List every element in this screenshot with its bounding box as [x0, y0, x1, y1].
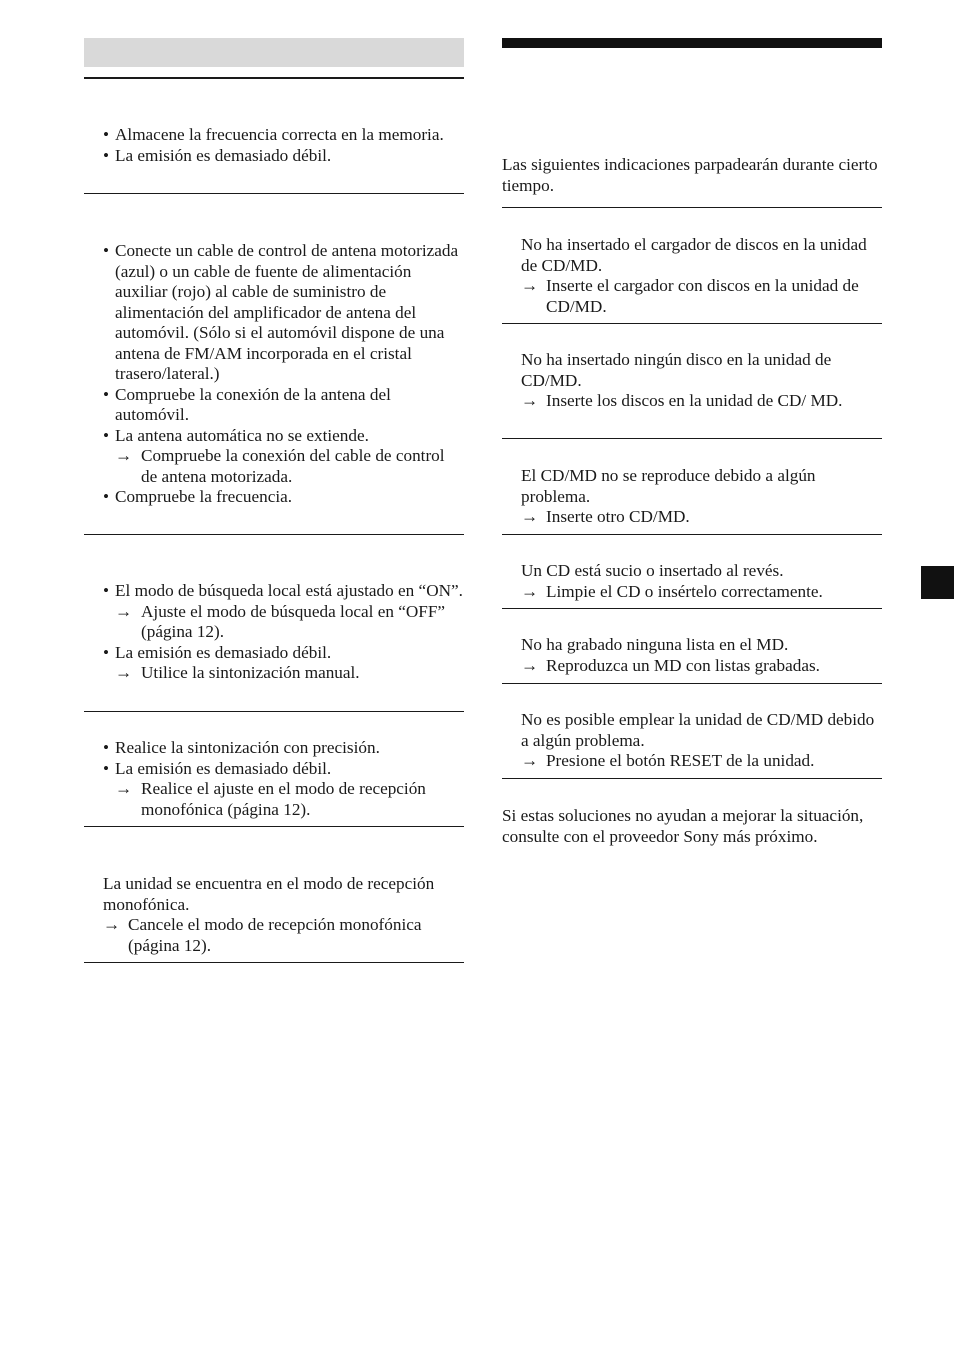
header-rule — [84, 77, 464, 79]
bullet-item: • La emisión es demasiado débil. — [84, 643, 464, 664]
section-antenna — [84, 241, 464, 508]
bullet-item: • Conecte un cable de control de antena motorizada (azul) o un cable de fuente de alimentación auxiliar (rojo) al cable de suministro de alimentación del amplificador de antena del automóvil. (Sólo si el automóvil dispone de una antena de FM/AM incorporada en el cristal trasero/lateral.) — [84, 241, 464, 385]
divider — [502, 534, 882, 535]
action-item: → Inserte el cargador con discos en la unidad de CD/MD. — [502, 276, 882, 317]
paragraph: La unidad se encuentra en el modo de recepción monofónica. — [103, 874, 435, 914]
section-header-bar — [502, 38, 882, 48]
section-seek — [84, 581, 464, 684]
indication-item — [502, 466, 882, 528]
action-item: → Ajuste el modo de búsqueda local en “OFF” (página 12). — [84, 602, 464, 643]
indication-text: El CD/MD no se reproduce debido a algún problema. — [521, 466, 816, 506]
divider — [84, 962, 464, 963]
divider — [502, 683, 882, 684]
action-item: → Compruebe la conexión del cable de control de antena motorizada. — [84, 446, 464, 487]
divider — [84, 193, 464, 194]
section-memory — [84, 125, 464, 166]
bullet-item: • Realice la sintonización con precisión. — [84, 738, 464, 759]
action-item: → Reproduzca un MD con listas grabadas. — [502, 656, 882, 677]
intro-paragraph: Las siguientes indicaciones parpadearán durante cierto tiempo. — [502, 155, 878, 195]
indication-text: No ha grabado ninguna lista en el MD. — [521, 635, 789, 654]
divider — [84, 534, 464, 535]
section-mono — [84, 874, 464, 956]
action-item: → Inserte los discos en la unidad de CD/ MD. — [502, 391, 882, 412]
indication-item — [502, 710, 882, 772]
indication-text: No ha insertado el cargador de discos en la unidad de CD/MD. — [521, 235, 867, 275]
indication-item — [502, 235, 882, 317]
indication-text: No es posible emplear la unidad de CD/MD debido a algún problema. — [521, 710, 875, 750]
indication-text: Un CD está sucio o insertado al revés. — [521, 561, 784, 580]
indication-item — [502, 350, 882, 412]
action-item: → Cancele el modo de recepción monofónica (página 12). — [84, 915, 464, 956]
action-item: → Presione el botón RESET de la unidad. — [502, 751, 882, 772]
section-tuning — [84, 738, 464, 820]
bullet-item: • La antena automática no se extiende. — [84, 426, 464, 447]
bullet-item: • La emisión es demasiado débil. — [84, 146, 464, 167]
indication-text: No ha insertado ningún disco en la unidad de CD/MD. — [521, 350, 832, 390]
indication-item — [502, 635, 882, 676]
action-item: → Limpie el CD o insértelo correctamente. — [502, 582, 882, 603]
divider — [84, 826, 464, 827]
divider — [502, 323, 882, 324]
bullet-item: • La emisión es demasiado débil. — [84, 759, 464, 780]
divider — [502, 438, 882, 439]
divider — [502, 778, 882, 779]
bullet-item: • Almacene la frecuencia correcta en la memoria. — [84, 125, 464, 146]
section-header-band — [84, 38, 464, 67]
bullet-item: • El modo de búsqueda local está ajustado en “ON”. — [84, 581, 464, 602]
divider — [84, 711, 464, 712]
action-item: → Utilice la sintonización manual. — [84, 663, 464, 684]
divider — [502, 608, 882, 609]
divider — [502, 207, 882, 208]
action-item: → Inserte otro CD/MD. — [502, 507, 882, 528]
action-item: → Realice el ajuste en el modo de recepción monofónica (página 12). — [84, 779, 464, 820]
page-edge-tab — [921, 566, 954, 599]
bullet-item: • Compruebe la conexión de la antena del automóvil. — [84, 385, 464, 426]
indication-item — [502, 561, 882, 602]
footer-paragraph: Si estas soluciones no ayudan a mejorar la situación, consulte con el proveedor Sony más próximo. — [502, 806, 864, 846]
bullet-item: • Compruebe la frecuencia. — [84, 487, 464, 508]
